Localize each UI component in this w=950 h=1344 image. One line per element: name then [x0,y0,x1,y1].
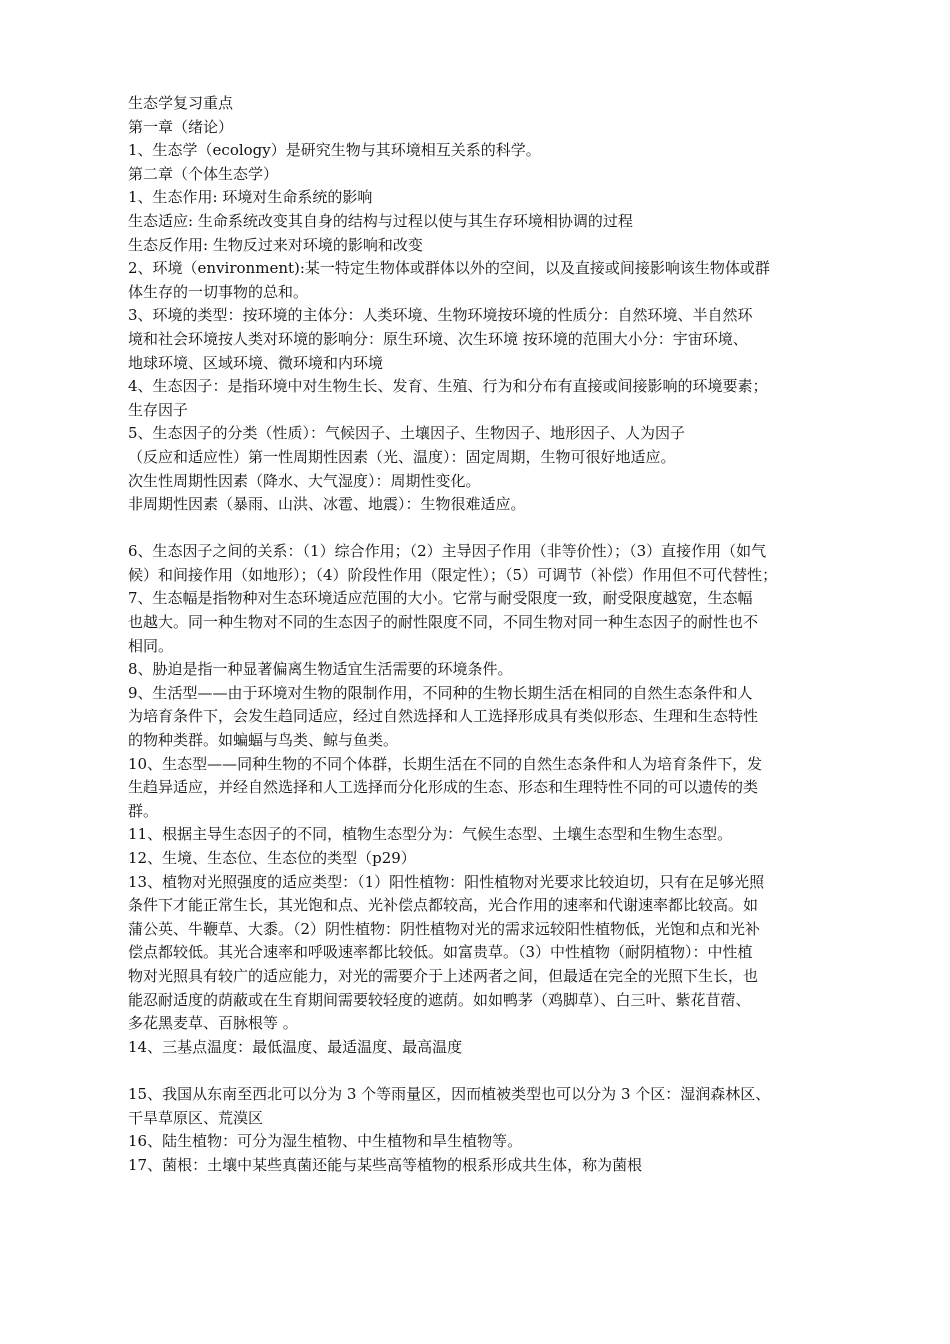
text-line: 也越大。同一种生物对不同的生态因子的耐性限度不同，不同生物对同一种生态因子的耐性也不 [128,613,759,632]
text-line: 物对光照具有较广的适应能力，对光的需要介于上述两者之间，但最适在完全的光照下生长，也 [128,966,759,985]
chapter-heading: 第一章（绪论） [128,117,234,136]
text-line: 17、菌根：土壤中某些真菌还能与某些高等植物的根系形成共生体，称为菌根 [128,1155,643,1174]
text-line: 为培育条件下，会发生趋同适应，经过自然选择和人工选择形成具有类似形态、生理和生态特性 [128,707,759,726]
text-line: 次生性周期性因素（降水、大气湿度）：周期性变化。 [128,471,481,490]
text-line: 4、生态因子：是指环境中对生物生长、发育、生殖、行为和分布有直接或间接影响的环境要素； [128,377,768,396]
text-line: 的物种类群。如蝙蝠与鸟类、鲸与鱼类。 [128,731,399,750]
text-line: 5、生态因子的分类（性质）：气候因子、土壤因子、生物因子、地形因子、人为因子 [128,424,686,443]
text-line: 能忍耐适度的荫蔽或在生育期间需要较轻度的遮荫。如如鸭茅（鸡脚草）、白三叶、紫花苜蓿、 [128,990,751,1009]
text-line: 生趋异适应，并经自然选择和人工选择而分化形成的生态、形态和生理特性不同的可以遗传的类 [128,778,759,797]
text-line: 群。 [128,801,159,820]
text-line: 相同。 [128,636,174,655]
text-line: 干旱草原区、荒漠区 [128,1108,264,1127]
text-line: 12、生境、生态位、生态位的类型（p29） [128,849,416,867]
text-line: 7、生态幅是指物种对生态环境适应范围的大小。它常与耐受限度一致，耐受限度越宽，生态幅 [128,589,753,608]
document-body [128,92,828,1177]
text-line: 生存因子 [128,400,189,419]
text-line: 地球环境、区域环境、微环境和内环境 [128,353,384,372]
document-title: 生态学复习重点 [128,94,234,112]
text-line: 9、生活型——由于环境对生物的限制作用，不同种的生物长期生活在相同的自然生态条件和人 [128,683,753,702]
text-line: 候）和间接作用（如地形）；（4）阶段性作用（限定性）；（5）可调节（补偿）作用但不可代替性； [128,565,778,584]
blank-line [128,1059,828,1083]
text-line: 生态适应: 生命系统改变其自身的结构与过程以使与其生存环境相协调的过程 [128,211,633,230]
text-line: 14、三基点温度：最低温度、最适温度、最高温度 [128,1037,463,1056]
text-line: 13、植物对光照强度的适应类型：（1）阳性植物：阳性植物对光要求比较迫切，只有在足够光照 [128,872,765,891]
text-line: 生态反作用: 生物反过来对环境的影响和改变 [128,235,423,254]
blank-line [128,517,828,541]
text-line: 16、陆生植物：可分为湿生植物、中生植物和旱生植物等。 [128,1132,523,1151]
text-line: 8、胁迫是指一种显著偏离生物适宜生活需要的环境条件。 [128,660,513,679]
text-line: 体生存的一切事物的总和。 [128,282,309,301]
text-line: 15、我国从东南至西北可以分为 3 个等雨量区，因而植被类型也可以分为 3 个区：湿润森林区、 [128,1084,771,1103]
text-line: 2、环境（environment):某一特定生物体或群体以外的空间，以及直接或间接影响该生物体或群 [128,259,770,278]
text-line: 非周期性因素（暴雨、山洪、冰雹、地震）：生物很难适应。 [128,495,526,514]
text-line: 境和社会环境按人类对环境的影响分：原生环境、次生环境 按环境的范围大小分：宇宙环境、 [128,329,748,348]
text-line: 1、生态作用: 环境对生命系统的影响 [128,188,373,207]
text-line: 10、生态型——同种生物的不同个体群，长期生活在不同的自然生态条件和人为培育条件下，发 [128,754,763,773]
text-line: （反应和适应性）第一性周期性因素（光、温度）：固定周期，生物可很好地适应。 [128,447,676,466]
text-line: 偿点都较低。其光合速率和呼吸速率都比较低。如富贵草。（3）中性植物（耐阴植物）：中性植 [128,943,753,962]
text-line: 1、生态学（ecology）是研究生物与其环境相互关系的科学。 [128,141,541,160]
text-line: 3、环境的类型：按环境的主体分：人类环境、生物环境按环境的性质分：自然环境、半自然环 [128,306,753,325]
text-line: 11、根据主导生态因子的不同，植物生态型分为：气候生态型、土壤生态型和生物生态型。 [128,825,733,844]
text-line: 条件下才能正常生长，其光饱和点、光补偿点都较高，光合作用的速率和代谢速率都比较高。如 [128,896,759,915]
text-line: 蒲公英、牛鞭草、大黍。（2）阴性植物：阴性植物对光的需求远较阳性植物低，光饱和点和光补 [128,919,761,938]
text-line: 6、生态因子之间的关系：（1）综合作用；（2）主导因子作用（非等价性）；（3）直接作用（如气 [128,542,767,561]
text-line: 多花黑麦草、百脉根等 。 [128,1014,298,1033]
chapter-heading: 第二章（个体生态学） [128,164,279,183]
